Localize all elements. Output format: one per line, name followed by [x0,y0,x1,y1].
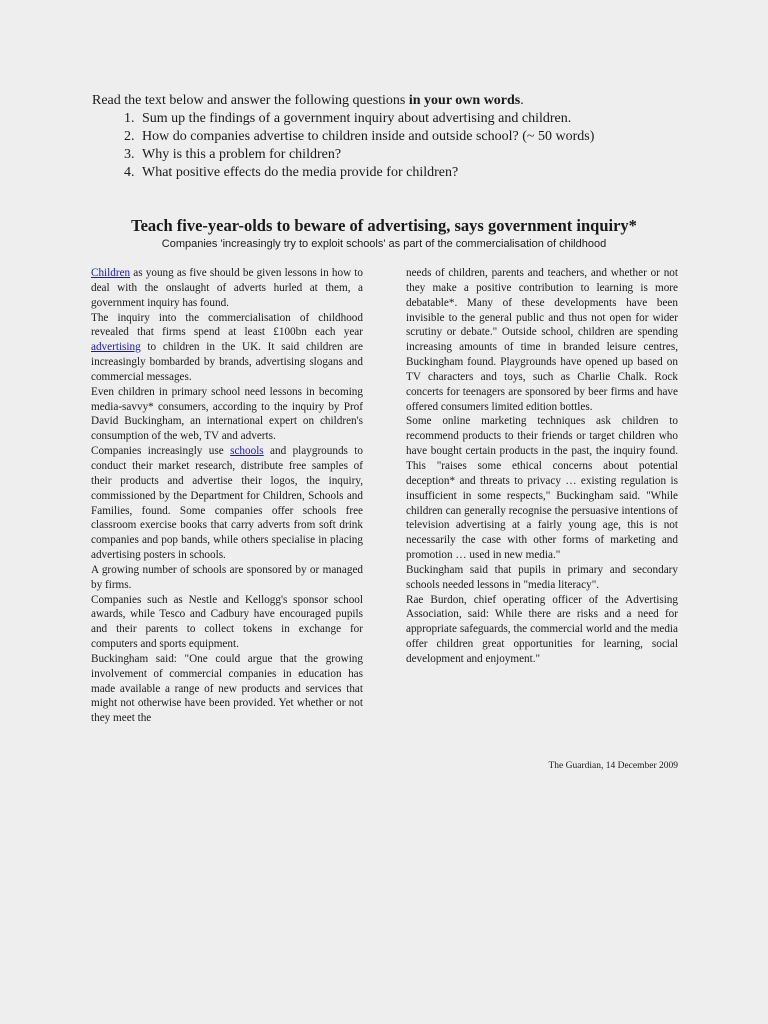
lead-text: Read the text below and answer the following questions [92,93,409,108]
question-item: 4. What positive effects do the media provide for children? [138,164,692,182]
advertising-link[interactable]: advertising [91,341,141,354]
instructions-lead [92,92,692,110]
paragraph: Buckingham said that pupils in primary and secondary schools needed lessons in "media literacy". [406,563,678,591]
article-standfirst: Companies 'increasingly try to exploit schools' as part of the commercialisation of childhood [161,238,607,250]
article-column-left [91,266,363,726]
paragraph-text: The inquiry into the commercialisation of childhood revealed that firms spend at least £100bn each year [91,311,363,339]
article-headline: Teach five-year-olds to beware of advertising, says government inquiry* [131,216,637,235]
paragraph [91,311,363,385]
paragraph: needs of children, parents and teachers, and whether or not they make a positive contribution to learning is more debatable*. Many of these developments have been invisible to the general public and thus not open for wider scrutiny or debate." Outside school, children are spending increasing amounts of time in branded leisure centres, Buckingham found. Playgrounds have opened up based on TV characters and toys, such as Charlie Chalk. Rock concerts for teenagers are sponsored by beer firms and have offered consumers limited edition bottles. [406,267,678,413]
lead-bold-text: in your own words [408,93,521,108]
paragraph-text: as young as five should be given lessons in how to deal with the onslaught of adverts hurled at them, a government inquiry has found. [91,267,363,309]
paragraph: Companies such as Nestle and Kellogg's sponsor school awards, while Tesco and Cadbury have encouraged pupils and their parents to collect tokens in exchange for computers and sports equipment. [91,593,363,651]
paragraph-text: to children in the UK. It said children are increasingly bombarded by brands, advertising slogans and commercial messages. [91,341,363,383]
paragraph-text: and playgrounds to conduct their market research, distribute free samples of their products and advertise their logos, the inquiry, commissioned by the Department for Children, Schools and Families, found. Some companies offer schools free classroom exercise books that carry adverts from soft drink companies and pop bands, while others specialise in placing advertising posters in schools. [91,445,363,562]
paragraph [91,444,363,563]
paragraph: Even children in primary school need lessons in becoming media-savvy* consumers, according to the inquiry by Prof David Buckingham, an international expert on children's consumption of the web, TV and adverts. [91,385,363,443]
paragraph [91,266,363,311]
article-source: The Guardian, 14 December 2009 [548,761,678,771]
schools-link[interactable]: schools [230,445,264,458]
paragraph: Some online marketing techniques ask children to recommend products to their friends or target children who have bought certain products in the past, the inquiry found. This "raises some ethical concerns about potential deception* and threats to privacy … existing regulation is insufficient in some respects," Buckingham said. "While children can generally recognise the persuasive intentions of television advertising at a fairly young age, this is not necessarily the case with other forms of marketing and promotion … used in new media." [406,415,678,562]
instructions [92,92,692,182]
paragraph: A growing number of schools are sponsored by or managed by firms. [91,563,363,591]
children-link[interactable]: Children [91,267,131,279]
article-column-right [406,266,678,667]
paragraph-text: Companies increasingly use [91,445,231,458]
question-item: 2. How do companies advertise to children inside and outside school? (~ 50 words) [138,128,692,146]
paragraph: Buckingham said: "One could argue that the growing involvement of commercial companies in education has made available a range of new products and services that might not otherwise have been provided. Yet whether or not they meet the [91,652,363,725]
question-item: 1. Sum up the findings of a government inquiry about advertising and children. [138,110,692,128]
question-list [92,110,692,182]
paragraph: Rae Burdon, chief operating officer of the Advertising Association, said: While there are risks and a need for appropriate safeguards, the commercial world and the media offer children great opportunities for learning, social development and enjoyment." [406,593,678,665]
lead-end-text: . [520,93,524,108]
question-item: 3. Why is this a problem for children? [138,146,692,164]
